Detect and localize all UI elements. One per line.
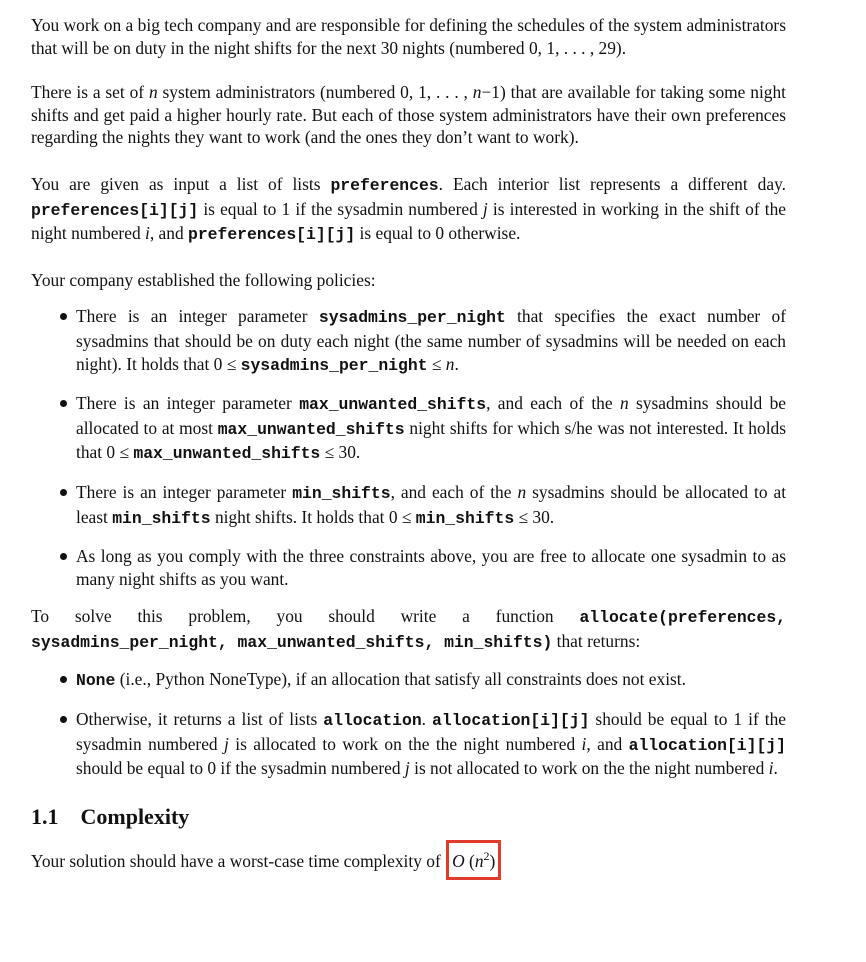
text-run: system administrators (numbered 0, 1, . . . ,: [157, 82, 473, 103]
text-run: ≤ 30.: [320, 442, 361, 463]
code-preferences-ij: preferences[i][j]: [187, 225, 356, 245]
text-run: that returns:: [552, 630, 641, 651]
text-run: There is an integer parameter: [76, 393, 300, 414]
code-preferences: preferences: [330, 175, 439, 195]
math-n: n: [619, 393, 629, 414]
document-body: [31, 14, 786, 880]
paragraph-complexity: [31, 840, 786, 880]
section-title: Complexity: [80, 803, 190, 829]
text-run: .: [454, 353, 459, 374]
math-n: n: [148, 82, 158, 103]
policy-item-free-allocation: [76, 545, 786, 590]
math-exponent: 2: [483, 849, 490, 864]
text-run: is equal to 0 otherwise.: [355, 223, 521, 244]
paragraph-intro: [31, 14, 786, 59]
math-big-o: O: [452, 850, 465, 871]
math-i: i: [581, 733, 587, 754]
text-run: There is an integer parameter: [76, 481, 293, 502]
math-j: j: [224, 733, 229, 754]
math-j: j: [482, 198, 488, 219]
text-run: There is an integer parameter: [76, 306, 319, 327]
code-allocation: allocation: [323, 711, 422, 731]
math-paren-close: ): [489, 850, 496, 871]
text-run: . Each interior list represents a different day.: [438, 173, 786, 194]
text-run: is equal to 1 if the sysadmin numbered: [198, 198, 483, 219]
math-n: n: [474, 850, 484, 871]
math-j: j: [404, 758, 410, 779]
code-allocation-ij: allocation[i][j]: [628, 735, 786, 755]
text-run: .: [421, 709, 433, 730]
text-run: , and: [149, 223, 188, 244]
paragraph-preferences: [31, 173, 786, 247]
code-max-unwanted-shifts: max_unwanted_shifts: [217, 419, 405, 439]
paragraph-function: [31, 605, 786, 654]
math-n: n: [517, 481, 527, 502]
code-min-shifts: min_shifts: [292, 483, 391, 503]
code-sysadmins-per-night: sysadmins_per_night: [318, 308, 506, 328]
code-min-shifts: min_shifts: [415, 508, 515, 528]
text-run: night shifts for which s/he was not interested. It holds that 0 ≤: [76, 417, 786, 463]
text-run: .: [773, 758, 778, 779]
return-item-allocation: [76, 708, 786, 780]
section-number: 1.1: [31, 803, 59, 829]
text-run: should be equal to 1 if the sysadmin numbered: [76, 709, 786, 754]
text-run: ≤ 30.: [514, 506, 555, 527]
math-n: n: [472, 82, 482, 103]
policy-item-min-shifts: [76, 481, 786, 530]
code-allocation-ij: allocation[i][j]: [432, 711, 590, 731]
returns-list: [31, 668, 786, 779]
text-run: is allocated to work on the the night numbered: [228, 733, 582, 754]
text-run: that specifies the exact number of sysadmins that should be on duty each night (the same number of sysadmins will be needed on each night). It holds that 0 ≤: [76, 306, 787, 374]
text-run: There is a set of: [31, 82, 149, 103]
text-run: −1) that are available for taking some night shifts and get paid a higher hourly rate. But each of those system administrators have their own preferences regarding the nights they want to work (and the ones they don’t want to work).: [31, 82, 786, 148]
code-max-unwanted-shifts: max_unwanted_shifts: [133, 444, 321, 464]
text-run: You are given as input a list of lists: [31, 173, 331, 194]
text-run: sysadmins should be allocated to at least: [76, 481, 787, 527]
return-item-none: [76, 668, 786, 693]
math-paren-open: (: [464, 850, 475, 871]
text-run: Otherwise, it returns a list of lists: [76, 709, 324, 730]
intro-text: You work on a big tech company and are responsible for defining the schedules of the system administrators that will be on duty in the night shifts for the next 30 nights (numbered 0, 1, . . . , 29).: [31, 15, 786, 58]
text-run: is interested in working in the shift of the night numbered: [31, 198, 786, 244]
text-run: , and each of the: [390, 481, 518, 502]
text-run: (i.e., Python NoneType), if an allocation that satisfy all constraints does not exist.: [115, 669, 686, 690]
section-heading-complexity: [31, 804, 786, 830]
text-run: As long as you comply with the three constraints above, you are free to allocate one sysadmin to as many night shifts as you want.: [76, 546, 786, 589]
text-run: To solve this problem, you should write a function: [31, 606, 580, 627]
policies-list: [31, 305, 786, 590]
text-run: Your solution should have a worst-case time complexity of: [31, 850, 446, 871]
text-run: sysadmins should be allocated to at most: [76, 393, 787, 438]
paragraph-sysadmins: [31, 81, 786, 149]
code-allocate-signature: allocate(preferences, sysadmins_per_night, max_unwanted_shifts, min_shifts): [31, 608, 786, 652]
text-run: night shifts. It holds that 0 ≤: [210, 506, 416, 527]
text-run: Your company established the following policies:: [31, 269, 376, 290]
code-min-shifts: min_shifts: [112, 508, 211, 528]
math-i: i: [144, 223, 150, 244]
code-max-unwanted-shifts: max_unwanted_shifts: [299, 395, 487, 415]
math-n: n: [445, 353, 455, 374]
text-run: , and each of the: [486, 393, 620, 414]
text-run: ≤: [427, 353, 446, 374]
policy-item-max-unwanted-shifts: [76, 392, 786, 466]
text-run: , and: [586, 733, 629, 754]
code-preferences-ij: preferences[i][j]: [31, 200, 199, 220]
text-run: should be equal to 0 if the sysadmin numbered: [76, 758, 405, 779]
math-i: i: [768, 758, 774, 779]
text-run: is not allocated to work on the the night numbered: [409, 758, 769, 779]
paragraph-policies-intro: [31, 269, 786, 292]
code-sysadmins-per-night: sysadmins_per_night: [240, 355, 428, 375]
highlighted-complexity-box: [446, 840, 501, 880]
code-none: None: [76, 671, 116, 691]
policy-item-sysadmins-per-night: [76, 305, 786, 377]
